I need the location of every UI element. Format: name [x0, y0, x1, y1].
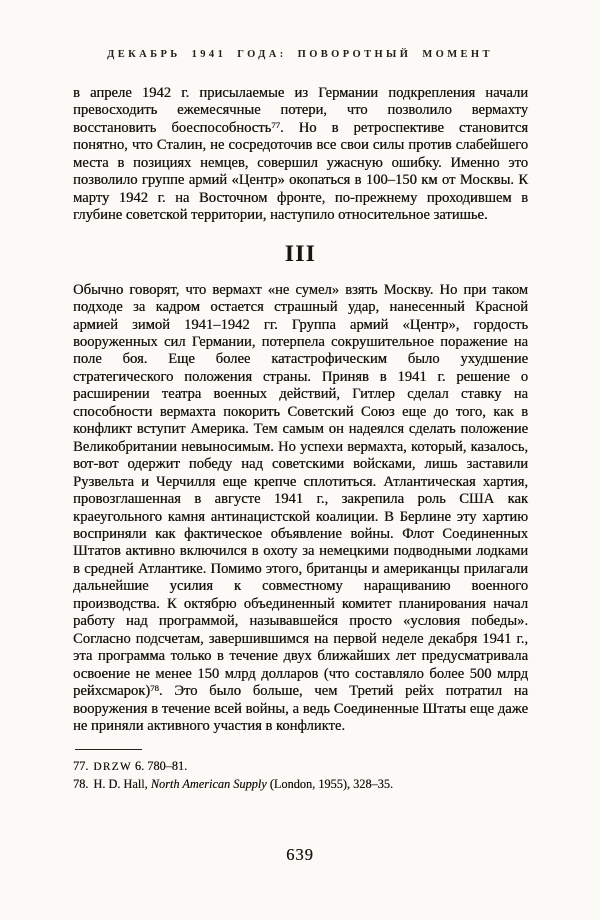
page-number: 639 — [286, 845, 314, 864]
footnote-78 — [73, 776, 528, 793]
body-paragraph-1: в апреле 1942 г. присылаемые из Германии подкрепления начали превосходить ежемесячные потери, что позволило вермахту восстановить боеспособность$^{77}$. Но в ретроспективе становится понятно, что Сталин, не сосредоточив все свои силы против слабейшего места в позициях немцев, совершил ужасную ошибку. Именно это позволило группе армий «Центр» окопаться в 100–150 км от Москвы. К марту 1942 г. на Восточном фронте, по-прежнему проходившем в глубине советской территории, наступило относительное затишье. — [73, 85, 528, 224]
footnote-separator — [75, 749, 142, 750]
footnote-marker: 78 — [150, 683, 159, 694]
body-paragraph-2: Обычно говорят, что вермахт «не сумел» взять Москву. Но при таком подходе за кадром остается страшный удар, нанесенный Красной армией зимой 1941–1942 гг. Группа армий «Центр», гордость вооруженных сил Германии, потерпела сокрушительное поражение на поле боя. Еще более катастрофическим было ухудшение стратегического положения страны. Приняв в 1941 г. решение о расширении театра военных действий, Гитлер сделал ставку на способности вермахта покорить Советский Союз еще до того, как в конфликт вступит Америка. Тем самым он надеялся сделать положение Великобритании невыносимым. Но успехи вермахта, который, казалось, вот-вот одержит победу над советскими войсками, лишь заставили Рузвельта и Черчилля еще крепче сплотиться. Атлантическая хартия, провозглашенная в августе 1941 г., закрепила роль США как краеугольного камня антинацистской коалиции. В Берлине эту хартию восприняли как фактическое объявление войны. Флот Соединенных Штатов активно включился в охоту за немецкими подводными лодками в средней Атлантике. Помимо этого, британцы и американцы прилагали дальнейшие усилия к совместному наращиванию военного производства. К октябрю объединенный комитет планирования начал работу над программой, называвшейся просто «условия победы». Согласно подсчетам, завершившимся на первой неделе декабря 1941 г., эта программа только в течение двух ближайших лет предусматривала освоение не менее 150 млрд долларов (что составляло более 500 млрд рейхсмарок)$^{78}$. Это было больше, чем Третий рейх потратил на вооружения в течение всей войны, а ведь Соединенные Штаты еще даже не приняли активного участия в конфликте. — [73, 281, 528, 734]
running-head: ДЕКАБРЬ 1941 ГОДА: ПОВОРОТНЫЙ МОМЕНТ — [107, 49, 493, 60]
footnote-number: 78. — [73, 777, 89, 791]
footnote-text: DRZW 6. 780–81. — [93, 759, 188, 774]
footnote-number: 77. — [73, 759, 89, 774]
footnote-77 — [73, 758, 528, 776]
page-content — [73, 85, 528, 793]
section-heading: III — [284, 240, 317, 266]
footnote-marker: 77 — [271, 119, 280, 130]
footnote-text: H. D. Hall, North American Supply (London, 1955), 328–35. — [93, 777, 394, 791]
